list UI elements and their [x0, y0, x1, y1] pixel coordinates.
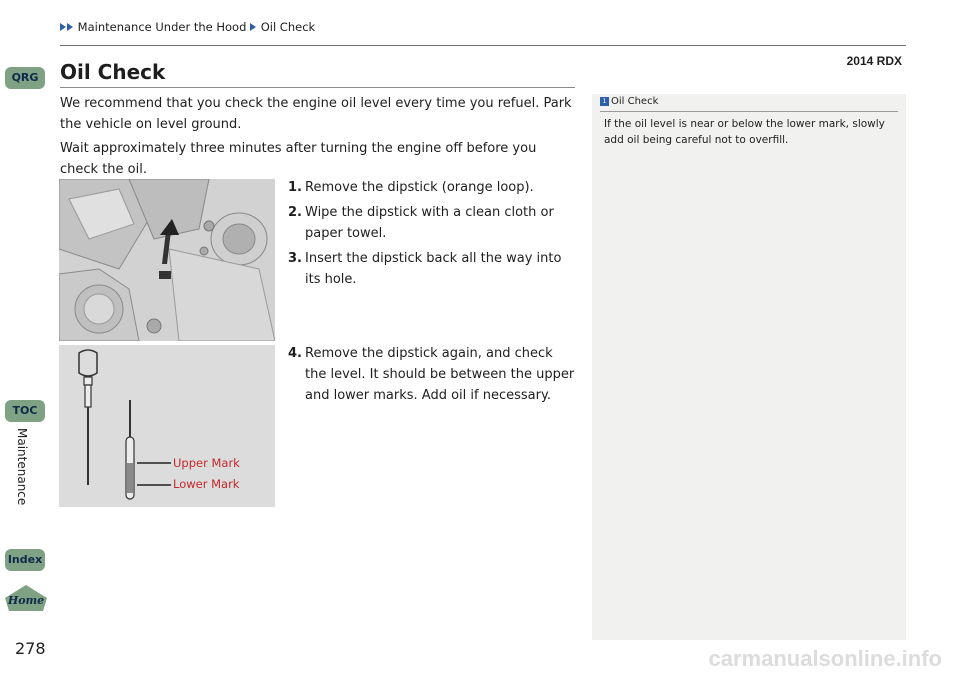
- dipstick-illustration: [59, 345, 275, 507]
- index-tab[interactable]: Index: [5, 549, 45, 571]
- side-note-panel: [592, 94, 906, 640]
- breadcrumb-arrow-icon: [250, 23, 256, 31]
- steps-list-b: [288, 343, 578, 410]
- lower-mark-label: Lower Mark: [173, 477, 240, 491]
- page-number: 278: [15, 639, 46, 658]
- step-3: [288, 248, 578, 290]
- step-1: [288, 177, 578, 198]
- step-number: 4.: [288, 346, 302, 361]
- home-icon: [3, 583, 49, 613]
- home-button[interactable]: [3, 583, 49, 613]
- step-4: [288, 343, 578, 406]
- step-text: Insert the dipstick back all the way into its hole.: [305, 251, 562, 287]
- step-number: 3.: [288, 251, 302, 266]
- title-rule: [60, 87, 575, 88]
- intro-paragraph: We recommend that you check the engine oil level every time you refuel. Park the vehicle on level ground.: [60, 96, 572, 132]
- step-text: Remove the dipstick again, and check the level. It should be between the upper and lower marks. Add oil if necessary.: [305, 346, 575, 403]
- section-label: Maintenance: [15, 428, 29, 506]
- home-label: Home: [7, 594, 45, 607]
- page-title: Oil Check: [60, 60, 166, 84]
- qrg-tab[interactable]: QRG: [5, 67, 45, 89]
- step-text: Remove the dipstick (orange loop).: [305, 180, 534, 195]
- model-label: 2014 RDX: [846, 54, 902, 68]
- section-side-title: [13, 428, 33, 518]
- note-text: If the oil level is near or below the lower mark, slowly add oil being careful not to overfill.: [604, 118, 885, 146]
- step-number: 1.: [288, 180, 302, 195]
- breadcrumb-current[interactable]: Oil Check: [260, 20, 316, 34]
- upper-mark-label: Upper Mark: [173, 456, 240, 470]
- note-icon: 1: [600, 97, 609, 106]
- note-header: [600, 96, 658, 107]
- step-2: [288, 202, 578, 244]
- breadcrumb-link-maintenance[interactable]: Maintenance Under the Hood: [77, 20, 247, 34]
- wait-paragraph: Wait approximately three minutes after turning the engine off before you check the oil.: [60, 141, 537, 177]
- engine-illustration: [59, 179, 275, 341]
- header-rule: [60, 45, 906, 46]
- step-number: 2.: [288, 205, 302, 220]
- breadcrumb: [60, 20, 315, 34]
- toc-tab[interactable]: TOC: [5, 400, 45, 422]
- steps-list-a: [288, 177, 578, 294]
- breadcrumb-arrow-icon: [60, 23, 66, 31]
- watermark: carmanualsonline.info: [708, 646, 942, 671]
- breadcrumb-arrow-icon: [67, 23, 73, 31]
- note-title: Oil Check: [611, 96, 659, 107]
- step-text: Wipe the dipstick with a clean cloth or paper towel.: [305, 205, 554, 241]
- note-rule: [600, 111, 898, 112]
